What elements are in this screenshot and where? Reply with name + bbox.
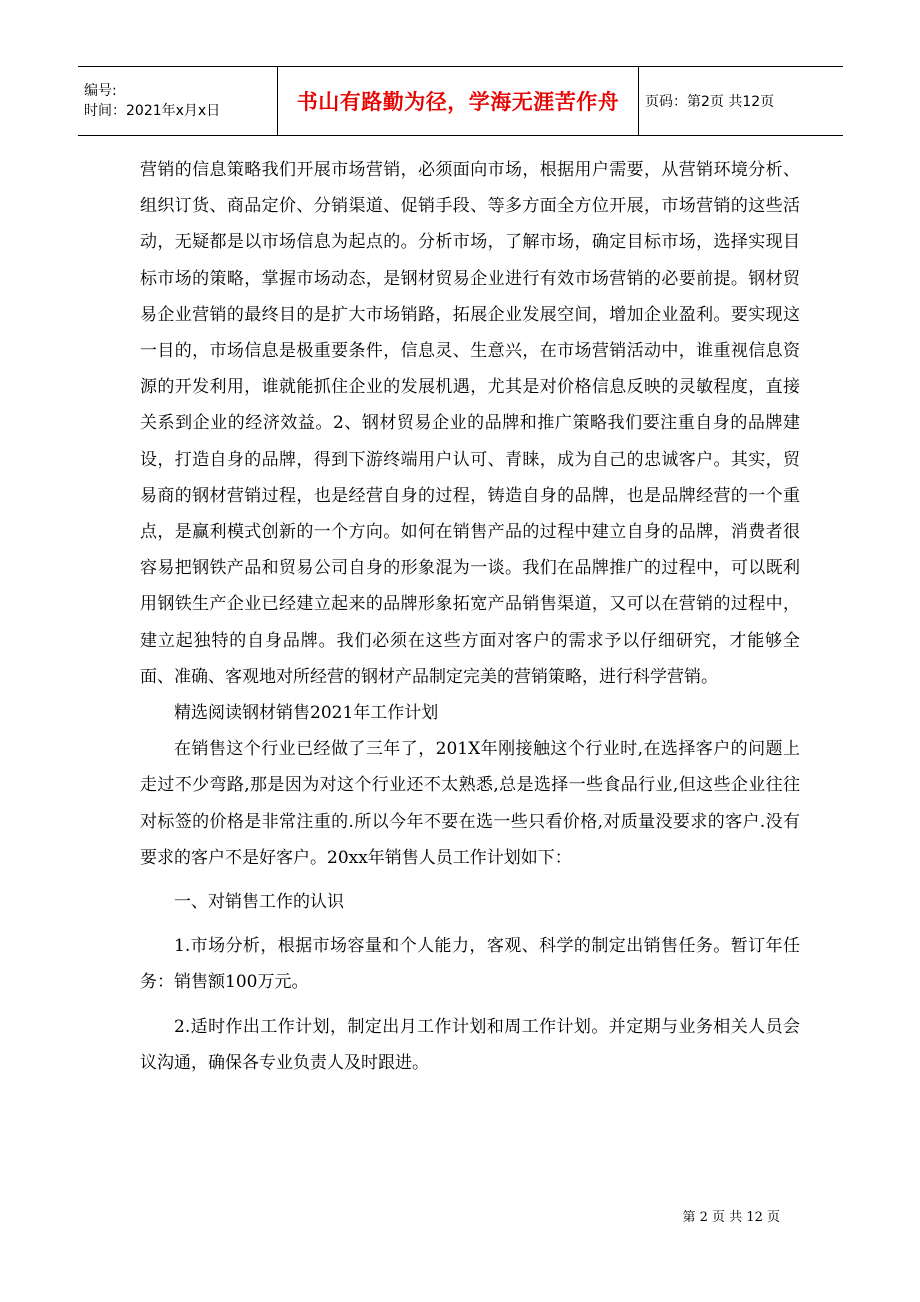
paragraph-intro: 在销售这个行业已经做了三年了，201X年刚接触这个行业时,在选择客户的问题上走过不少弯路,那是因为对这个行业还不太熟悉,总是选择一些食品行业,但这些企业往往对标签的价格是非常注重的.所以今年不要在选一些只看价格,对质量没要求的客户.没有要求的客户不是好客户。20xx年销售人员工作计划如下： [140,739,800,868]
motto-text: 书山有路勤为径，学海无涯苦作舟 [296,90,620,114]
document-body [140,152,800,1081]
page-number-cell [639,67,844,136]
motto-cell [278,67,639,136]
paragraph-item-2: 2.适时作出工作计划，制定出月工作计划和周工作计划。并定期与业务相关人员会议沟通，确保各专业负责人及时跟进。 [140,1016,800,1073]
paragraph-item-1: 1.市场分析，根据市场容量和个人能力，客观、科学的制定出销售任务。暂订年任务：销售额100万元。 [140,936,800,993]
page-number-label: 页码：第2页 共12页 [645,94,775,110]
section-heading-reading: 精选阅读钢材销售2021年工作计划 [174,703,439,724]
header-table [78,66,843,136]
page-footer: 第 2 页 共 12 页 [682,1210,780,1225]
section-heading-understanding: 一、对销售工作的认识 [174,892,344,913]
header-meta-cell [78,67,278,136]
serial-label: 编号: [84,83,117,99]
paragraph-strategy: 营销的信息策略我们开展市场营销，必须面向市场，根据用户需要，从营销环境分析、组织订货、商品定价、分销渠道、促销手段、等多方面全方位开展，市场营销的这些活动，无疑都是以市场信息为起点的。分析市场，了解市场，确定目标市场，选择实现目标市场的策略，掌握市场动态，是钢材贸易企业进行有效市场营销的必要前提。钢材贸易企业营销的最终目的是扩大市场销路，拓展企业发展空间，增加企业盈利。要实现这一目的，市场信息是极重要条件，信息灵、生意兴，在市场营销活动中，谁重视信息资源的开发利用，谁就能抓住企业的发展机遇，尤其是对价格信息反映的灵敏程度，直接关系到企业的经济效益。2、钢材贸易企业的品牌和推广策略我们要注重自身的品牌建设，打造自身的品牌，得到下游终端用户认可、青睐，成为自己的忠诚客户。其实，贸易商的钢材营销过程，也是经营自身的过程，铸造自身的品牌，也是品牌经营的一个重点，是赢利模式创新的一个方向。如何在销售产品的过程中建立自身的品牌，消费者很容易把钢铁产品和贸易公司自身的形象混为一谈。我们在品牌推广的过程中，可以既利用钢铁生产企业已经建立起来的品牌形象拓宽产品销售渠道，又可以在营销的过程中，建立起独特的自身品牌。我们必须在这些方面对客户的需求予以仔细研究，才能够全面、准确、客观地对所经营的钢材产品制定完美的营销策略，进行科学营销。 [140,160,800,687]
time-label: 时间：2021年x月x日 [84,103,221,119]
